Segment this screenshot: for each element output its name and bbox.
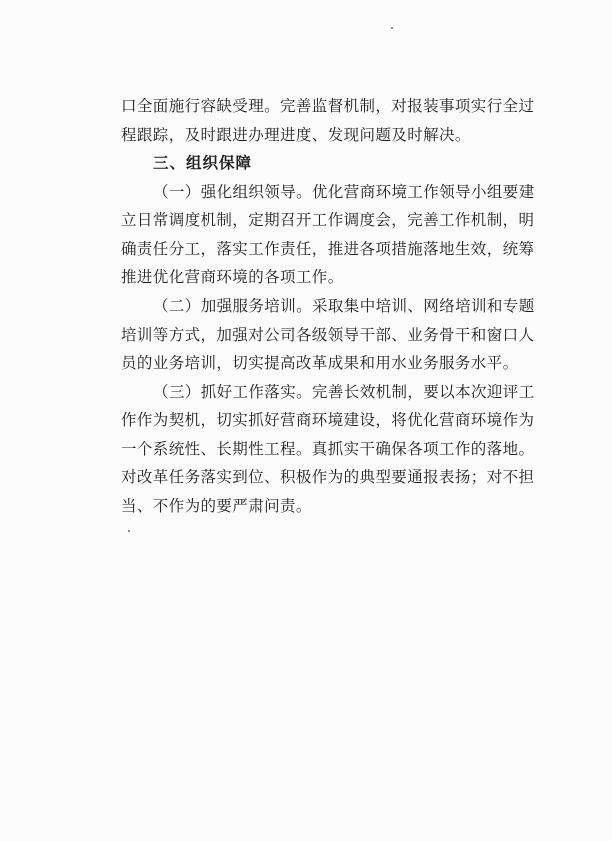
paragraph-line: （二）加强服务培训。采取集中培训、网络培训和专题 xyxy=(153,297,535,315)
paragraph-line: 一个系统性、长期性工程。真抓实干确保各项工作的落地。 xyxy=(121,440,535,458)
paragraph-line: 当、不作为的要严肃问责。 xyxy=(121,497,312,515)
paragraph-line: 作作为契机，切实抓好营商环境建设，将优化营商环境作为 xyxy=(121,411,535,429)
paragraph-line: （三）抓好工作落实。完善长效机制，要以本次迎评工 xyxy=(153,383,535,401)
paragraph-line: （一）强化组织领导。优化营商环境工作领导小组要建 xyxy=(153,183,535,201)
paragraph-line: 确责任分工，落实工作责任，推进各项措施落地生效，统筹 xyxy=(121,240,535,258)
section-heading: 三、组织保障 xyxy=(153,154,253,172)
paragraph-line: 口全面施行容缺受理。完善监督机制，对报装事项实行全过 xyxy=(121,97,535,115)
paragraph-line: 员的业务培训，切实提高改革成果和用水业务服务水平。 xyxy=(121,354,519,372)
scan-speck xyxy=(391,27,393,29)
paragraph-line: 立日常调度机制，定期召开工作调度会，完善工作机制，明 xyxy=(121,211,535,229)
paragraph-line: 推进优化营商环境的各项工作。 xyxy=(121,268,344,286)
scan-speck xyxy=(128,530,130,532)
paragraph-line: 程跟踪，及时跟进办理进度、发现问题及时解决。 xyxy=(121,126,471,144)
paragraph-line: 培训等方式，加强对公司各级领导干部、业务骨干和窗口人 xyxy=(121,326,535,344)
paragraph-line: 对改革任务落实到位、积极作为的典型要通报表扬；对不担 xyxy=(121,468,535,486)
